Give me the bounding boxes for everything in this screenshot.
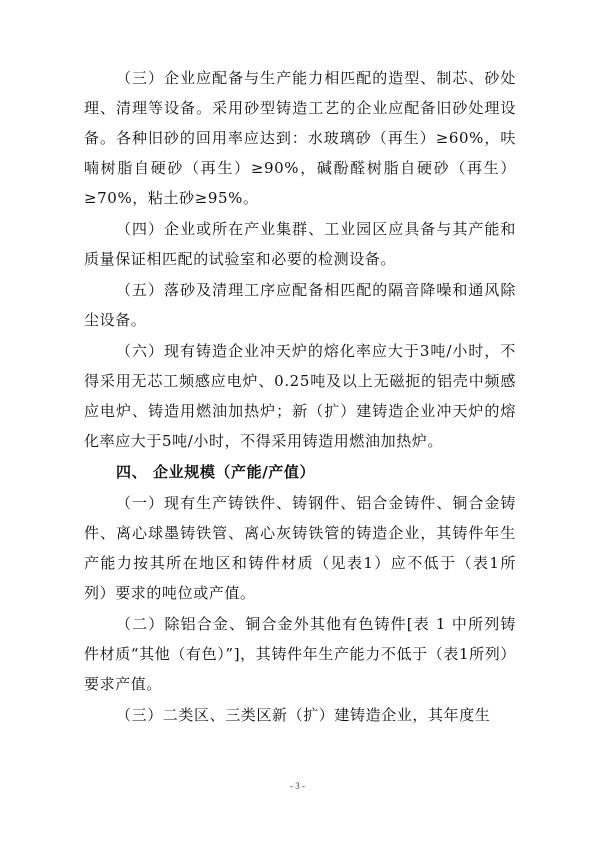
page-number: - 3 - xyxy=(290,781,305,791)
paragraph-capacity: （一）现有生产铸铁件、铸钢件、铝合金铸件、铜合金铸件、离心球墨铸铁管、离心灰铸铁管的铸造企业，其铸件年生产能力按其所在地区和铸件材质（见表1）应不低于（表1所列）要求的吨位或产值。 xyxy=(84,494,516,602)
paragraph-equipment: （三）企业应配备与生产能力相匹配的造型、制芯、砂处理、清理等设备。采用砂型铸造工艺的企业应配备旧砂处理设备。各种旧砂的回用率应达到：水玻璃砂（再生）≥60%，呋喃树脂自硬砂（再生）≥90%，碱酚醛树脂自硬砂（再生）≥70%，粘土砂≥95%。 xyxy=(84,69,516,207)
paragraph-new-enterprise: （三）二类区、三类区新（扩）建铸造企业，其年度生 xyxy=(116,706,491,724)
paragraph-cupola: （六）现有铸造企业冲天炉的熔化率应大于3吨/小时，不得采用无芯工频感应电炉、0.25吨及以上无磁扼的铝壳中频感应电炉、铸造用燃油加热炉；新（扩）建铸造企业冲天炉的熔化率应大于5吨/小时，不得采用铸造用燃油加热炉。 xyxy=(84,342,516,450)
paragraph-laboratory: （四）企业或所在产业集群、工业园区应具备与其产能和质量保证相匹配的试验室和必要的检测设备。 xyxy=(84,220,516,268)
paragraph-nonferrous: （二）除铝合金、铜合金外其他有色铸件[表 1 中所列铸件材质“其他（有色）”]，其铸件年生产能力不低于（表1所列）要求产值。 xyxy=(84,615,516,693)
document-body xyxy=(84,63,516,730)
section-heading: 四、 企业规模（产能/产值） xyxy=(116,463,316,481)
paragraph-dust-removal: （五）落砂及清理工序应配备相匹配的隔音降噪和通风除尘设备。 xyxy=(84,281,516,329)
